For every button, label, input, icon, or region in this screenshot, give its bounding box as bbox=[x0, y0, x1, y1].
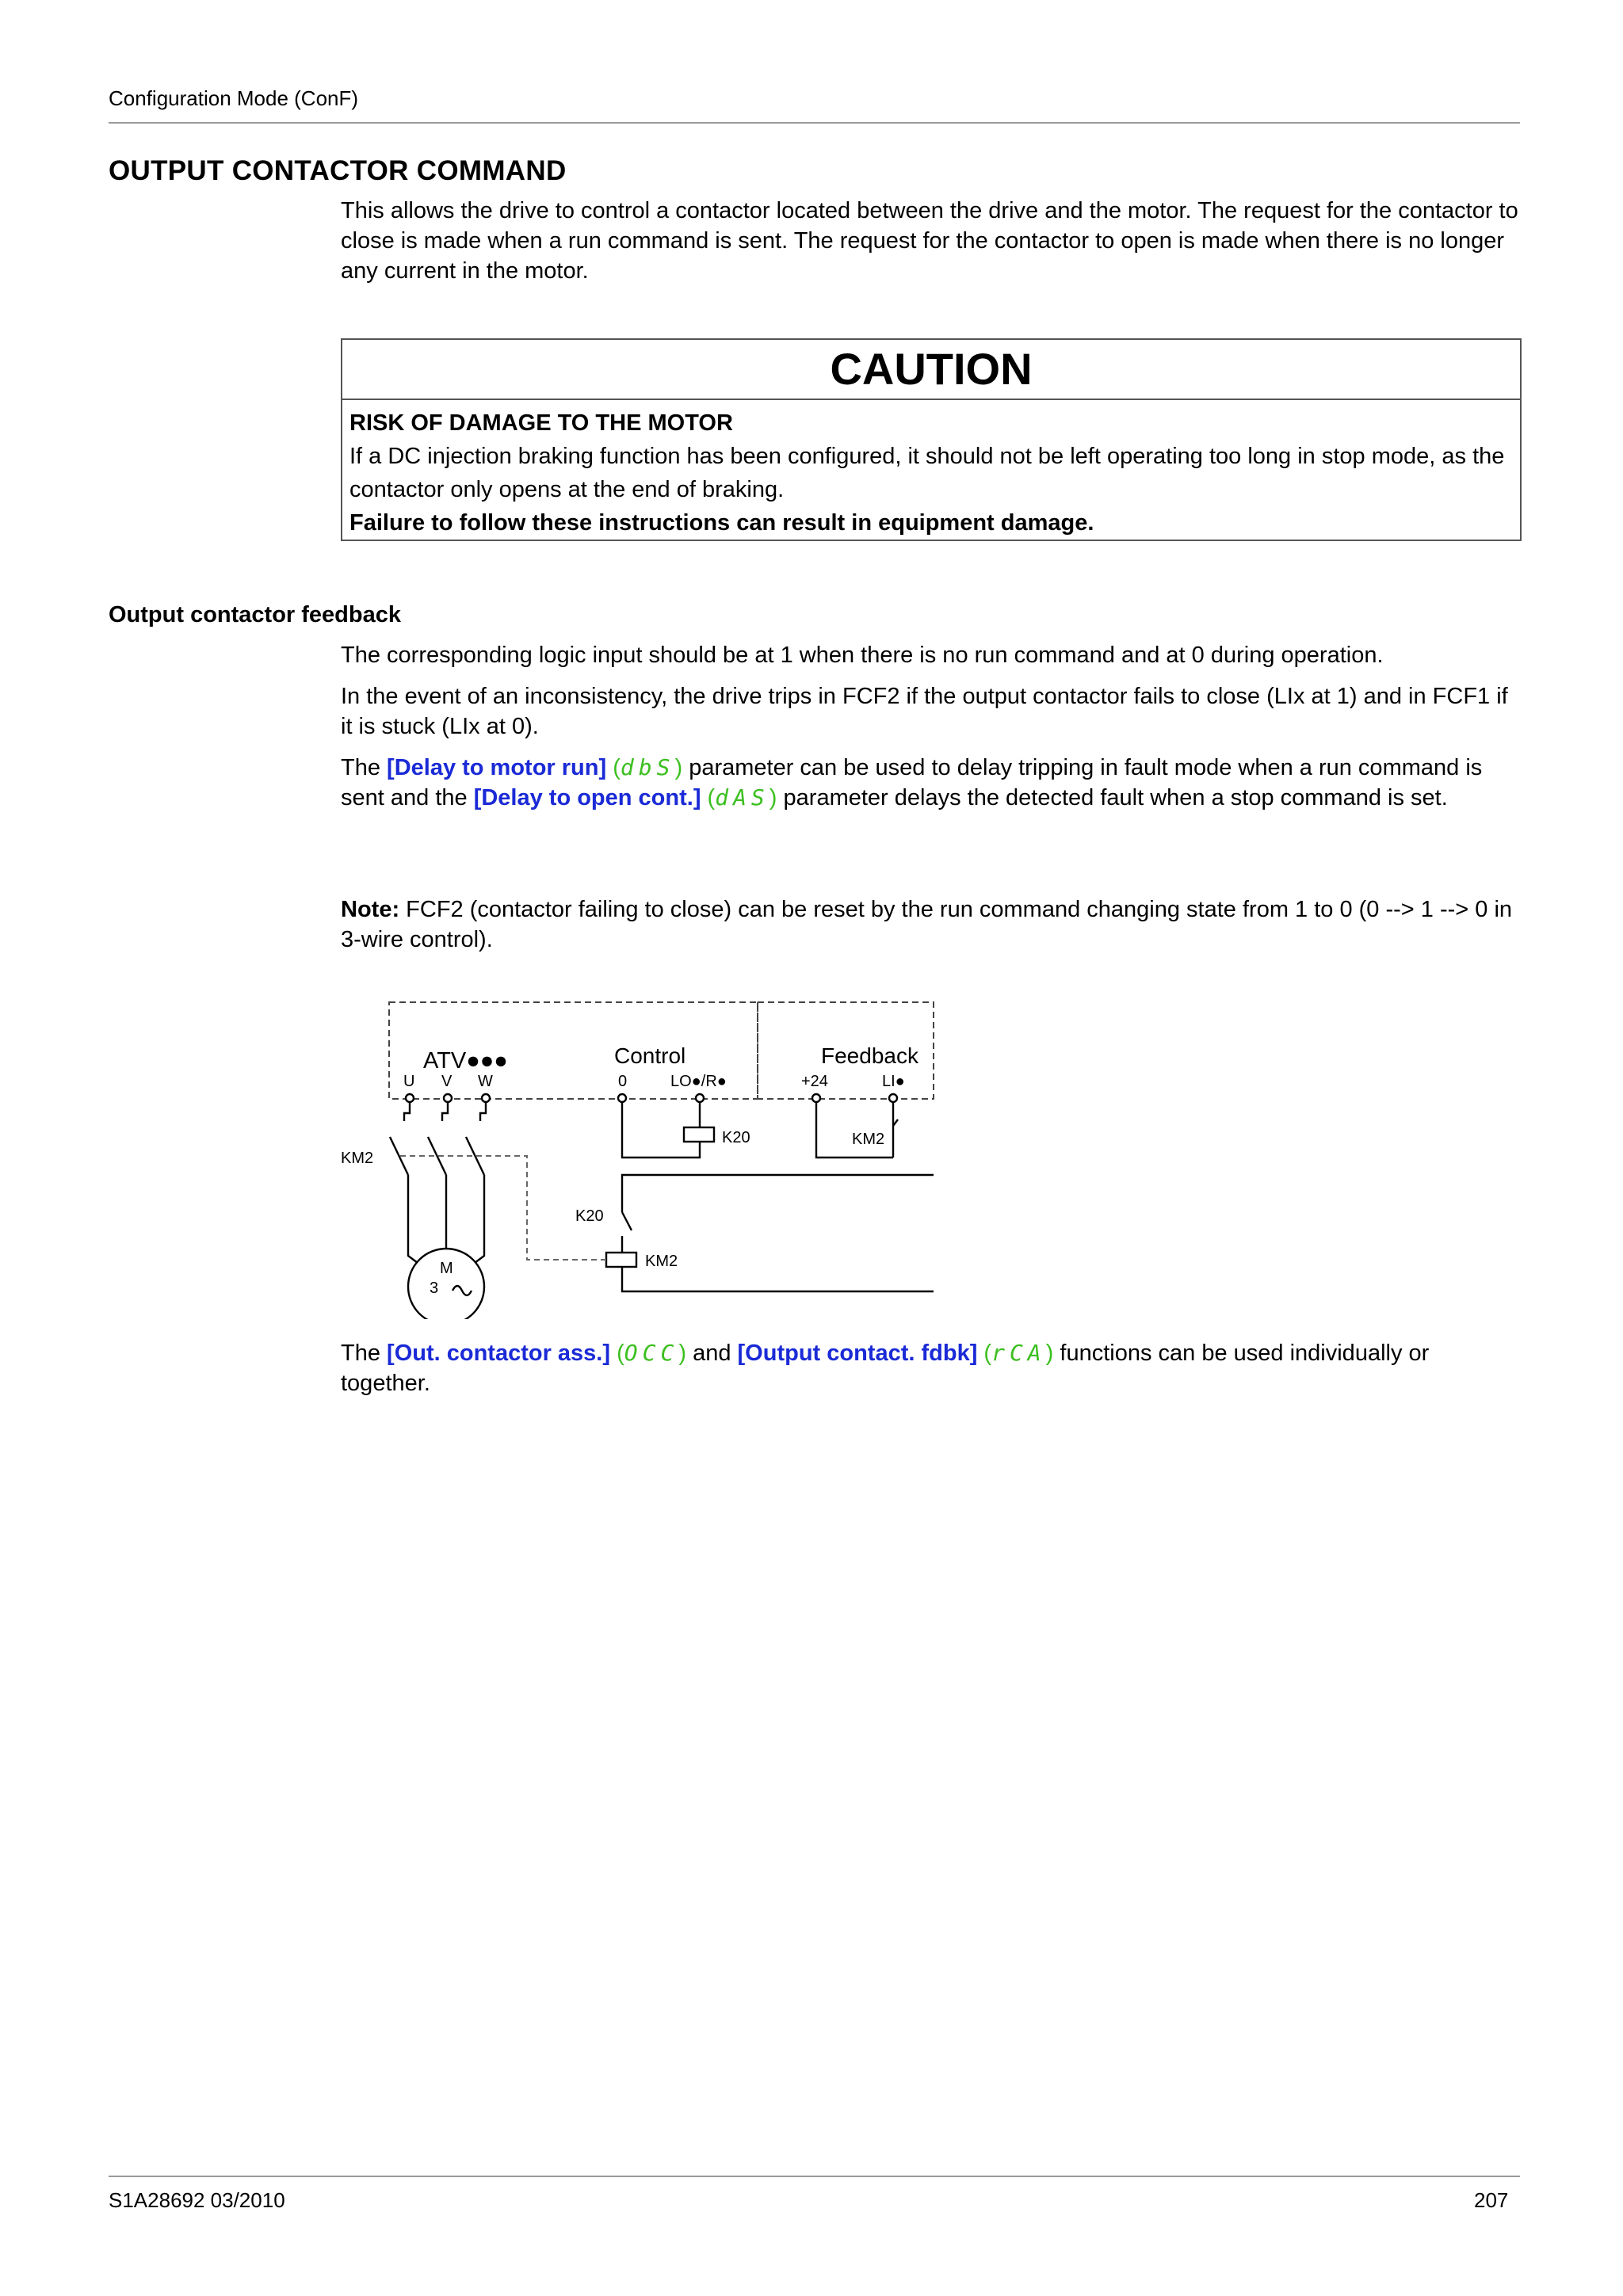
terminal-24v bbox=[812, 1094, 820, 1102]
p3-text-2: parameter can be used to delay tripping in fault mode when a run command is sent and the bbox=[341, 755, 1483, 810]
zero-label: 0 bbox=[618, 1073, 628, 1090]
closing-text-1: The bbox=[341, 1341, 388, 1366]
p3-text-3: parameter delays the detected fault when a stop command is set. bbox=[777, 785, 1448, 810]
atv-label: ATV●●● bbox=[423, 1048, 508, 1074]
delay-to-motor-run-link[interactable]: [Delay to motor run] bbox=[387, 755, 607, 780]
motor-m-label: M bbox=[440, 1260, 453, 1277]
caution-box bbox=[341, 338, 1522, 541]
das-code: dAS bbox=[715, 784, 769, 810]
feedback-label: Feedback bbox=[821, 1043, 918, 1068]
caution-subtitle: RISK OF DAMAGE TO THE MOTOR bbox=[349, 410, 733, 436]
terminal-li bbox=[889, 1094, 897, 1102]
terminal-0 bbox=[618, 1094, 626, 1102]
k20-contact bbox=[622, 1212, 632, 1230]
terminal-v bbox=[444, 1094, 452, 1102]
p24-label: +24 bbox=[801, 1073, 828, 1090]
terminal-w bbox=[482, 1094, 490, 1102]
control-label: Control bbox=[614, 1043, 686, 1068]
feedback-p2-text: In the event of an inconsistency, the drive trips in FCF2 if the output contactor fails to close (LIx at 1) and in FCF1 if it is stuck (LIx at 0). bbox=[341, 684, 1508, 739]
k20-contact-label: K20 bbox=[575, 1207, 604, 1225]
delay-to-open-cont-link[interactable]: [Delay to open cont.] bbox=[473, 785, 701, 810]
w-label: W bbox=[478, 1073, 493, 1090]
document-id: S1A28692 03/2010 bbox=[109, 2188, 285, 2212]
li-label: LI● bbox=[882, 1073, 905, 1090]
intro-paragraph bbox=[341, 196, 1522, 286]
note-text: FCF2 (contactor failing to close) can be reset by the run command changing state from 1 to 0 (0 --> 1 --> 0 in 3-wire control). bbox=[341, 897, 1513, 952]
km2-coil bbox=[606, 1253, 636, 1267]
km2-feedback-label: KM2 bbox=[852, 1131, 885, 1148]
wiring-diagram bbox=[341, 994, 943, 1319]
feedback-heading: Output contactor feedback bbox=[109, 602, 401, 627]
page-number: 207 bbox=[1474, 2188, 1509, 2212]
u-label: U bbox=[403, 1073, 415, 1090]
km2-coil-label: KM2 bbox=[645, 1253, 678, 1270]
running-header: Configuration Mode (ConF) bbox=[109, 86, 359, 110]
note-paragraph bbox=[341, 894, 1522, 955]
caution-title: CAUTION bbox=[342, 340, 1520, 400]
feedback-p1 bbox=[341, 640, 1522, 670]
closing-text-2: and bbox=[686, 1341, 738, 1366]
feedback-p1-text: The corresponding logic input should be at 1 when there is no run command and at 0 during operation. bbox=[341, 643, 1384, 668]
occ-code: OCC bbox=[624, 1340, 679, 1366]
caution-body: If a DC injection braking function has been configured, it should not be left operating too long in stop mode, as the contactor only opens at the end of braking. bbox=[349, 444, 1505, 502]
out-contactor-ass-link[interactable]: [Out. contactor ass.] bbox=[387, 1341, 611, 1366]
feedback-p2 bbox=[341, 681, 1522, 742]
lo-label: LO●/R● bbox=[670, 1073, 727, 1090]
k20-coil bbox=[684, 1127, 714, 1142]
feedback-p3: The [Delay to motor run] (dbS) parameter can be used to delay tripping in fault mode when a run command is sent and the [Delay to open cont.] (dAS) parameter delays the detected fault when a stop command is set. bbox=[341, 754, 1483, 810]
k20-coil-label: K20 bbox=[722, 1129, 750, 1146]
section-title: OUTPUT CONTACTOR COMMAND bbox=[109, 155, 567, 186]
rca-code: rCA bbox=[991, 1340, 1046, 1366]
dbs-code: dbS bbox=[620, 754, 675, 780]
terminal-lo bbox=[696, 1094, 704, 1102]
closing-text-3: functions can be used individually or together. bbox=[341, 1341, 1430, 1396]
intro-text: This allows the drive to control a contactor located between the drive and the motor. The request for the contactor to close is made when a run command is sent. The request for the contactor to open is made when there is no longer any current in the motor. bbox=[341, 198, 1518, 284]
terminal-u bbox=[406, 1094, 414, 1102]
note-label: Note: bbox=[341, 897, 400, 922]
motor-3-label: 3 bbox=[430, 1280, 439, 1297]
p3-text-1: The bbox=[341, 755, 388, 780]
km2-left-label: KM2 bbox=[341, 1150, 374, 1167]
caution-warning: Failure to follow these instructions can result in equipment damage. bbox=[349, 510, 1094, 536]
closing-paragraph: The [Out. contactor ass.] (OCC) and [Output contact. fdbk] (rCA) functions can be used individually or together. bbox=[341, 1340, 1430, 1396]
footer-rule bbox=[109, 2176, 1520, 2177]
header-rule bbox=[109, 122, 1520, 124]
v-label: V bbox=[441, 1073, 453, 1090]
output-contact-fdbk-link[interactable]: [Output contact. fdbk] bbox=[737, 1341, 978, 1366]
